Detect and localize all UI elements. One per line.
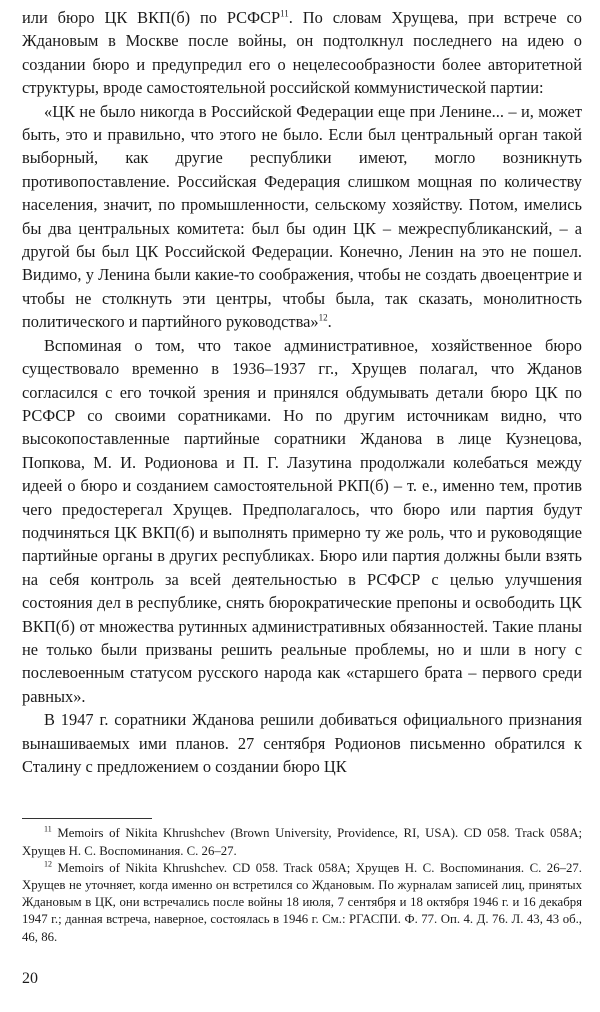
paragraph-text: В 1947 г. соратники Жданова решили добиваться официального признания вынашиваемых ими планов. 27 сентября Родионов письменно обратился к Сталину с предложением о создании бюро ЦК xyxy=(22,710,582,776)
footnote-11 xyxy=(22,825,582,859)
paragraph-text: . По словам Хрущева, при встрече со Ждановым в Москве после войны, он подтолкнул последнего на идею о создании бюро и предупредил его о нецелесообразности более авторитетной структуры, вроде самостоятельной российской коммунистической партии: xyxy=(22,8,582,98)
page-number: 20 xyxy=(22,970,38,987)
footnote-number: 11 xyxy=(44,825,52,835)
footnote-number: 12 xyxy=(44,859,52,869)
paragraph-text: Вспоминая о том, что такое административное, хозяйственное бюро существовало временно в 1936–1937 гг., Хрущев полагал, что Жданов согласился с его точкой зрения и принялся обдумывать детали бюро ЦК по РСФСР со своими соратниками. Но по другим источникам видно, что высокопоставленные партийные соратники Жданова в лице Кузнецова, Попкова, М. И. Родионова и П. Г. Лазутина продолжали колебаться между идеей о бюро и созданием самостоятельной РКП(б) – т. е., именно тем, против чего предостерегал Хрущев. Предполагалось, что бюро или партия будут подчиняться ЦК ВКП(б) и выполнять примерно ту же роль, что и руководящие партийные органы в других республиках. Бюро или партия должны были взять на себя контроль за всей деятельностью в РСФСР с целью улучшения состояния дел в республике, снять бюрократические препоны и освободить ЦК ВКП(б) от множества рутинных административных обязанностей. Такие планы не только были призваны решить реальные проблемы, но и шли в ногу с послевоенным статусом русского народа как «старшего брата – первого среди равных». xyxy=(22,335,582,706)
paragraph-text: «ЦК не было никогда в Российской Федерации еще при Ленине... – и, может быть, это и правильно, что этого не было. Если был центральный орган такой выборный, как другие республики имеют, могло возникнуть противопоставление. Российская Федерация слишком мощная по количеству населения, значит, по промышленности, сельскому хозяйству. Потом, имелись бы два центральных комитета: был бы один ЦК – межреспубликанский, – а другой бы был ЦК Российской Федерации. Конечно, Ленин на это не пошел. Видимо, у Ленина были какие-то соображения, чтобы не создать двоецентрие и чтобы не столкнуть эти центры, чтобы была, так сказать, монолитность политического и партийного руководства» xyxy=(22,101,582,332)
footnotes xyxy=(22,825,582,945)
main-text xyxy=(22,6,582,778)
footnote-12 xyxy=(22,860,582,946)
footnote-ref-12: 12 xyxy=(318,312,328,323)
paragraph-text: . xyxy=(327,312,332,332)
footnote-text: Memoirs of Nikita Khrushchev (Brown University, Providence, RI, USA). CD 058. Track 058A; Хрущев Н. С. Воспоминания. С. 26–27. xyxy=(22,826,582,858)
book-page xyxy=(22,6,582,946)
footnote-text: Memoirs of Nikita Khrushchev. CD 058. Track 058A; Хрущев Н. С. Воспоминания. С. 26–27. Хрущев не уточняет, когда именно он встретился со Ждановым. По журналам записей лиц, принятых Ждановым в ЦК, они встречались после войны 18 июля, 7 сентября и 18 октября 1946 г. и 16 декабря 1947 г.; данная встреча, наверное, состоялась в 1946 г. См.: РГАСПИ. Ф. 77. Оп. 4. Д. 76. Л. 43, 43 об., 46, 86. xyxy=(22,860,582,944)
paragraph-3 xyxy=(22,334,582,709)
paragraph-1 xyxy=(22,6,582,100)
paragraph-text: или бюро ЦК ВКП(б) по РСФСР xyxy=(22,8,281,27)
paragraph-4 xyxy=(22,708,582,778)
footnote-ref-11: 11 xyxy=(280,8,289,19)
footnote-divider xyxy=(22,818,152,819)
quote-paragraph xyxy=(22,100,582,334)
